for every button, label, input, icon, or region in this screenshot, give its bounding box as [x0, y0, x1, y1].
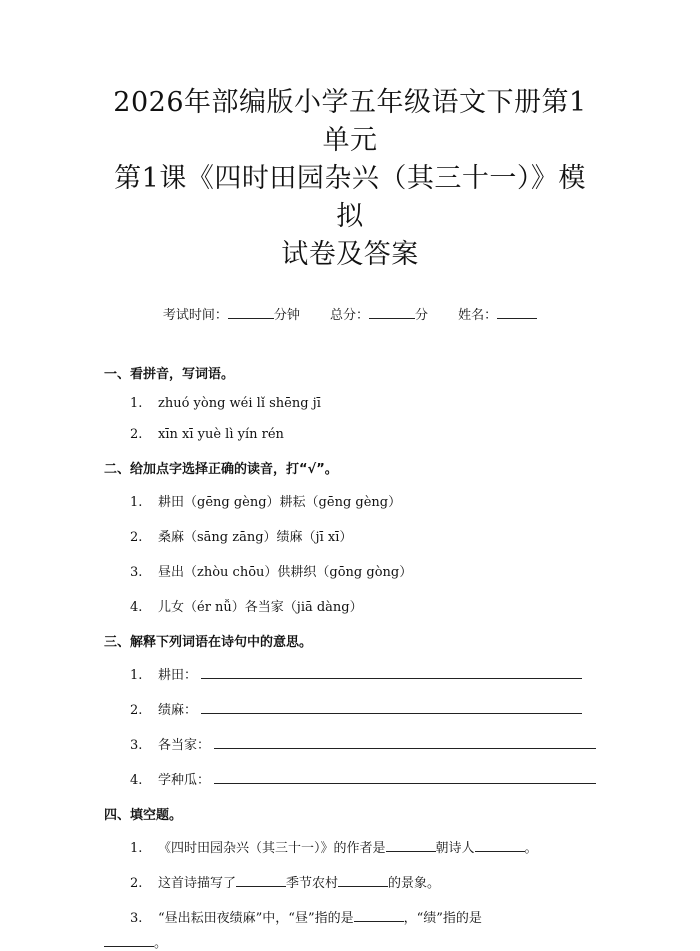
question-continuation: [104, 932, 596, 951]
question-number: 1.: [130, 841, 143, 856]
question-text: 。: [524, 841, 538, 856]
name-label: 姓名：: [458, 308, 498, 323]
question-text: 耕田：: [158, 668, 198, 683]
section-title: 三、解释下列词语在诗句中的意思。: [104, 635, 313, 650]
question-text: 这首诗描写了: [158, 876, 237, 891]
question-text: 《四时田园杂兴（其三十一）》的作者是: [158, 841, 386, 856]
question-item: [130, 596, 596, 615]
title-line-1: 2026年部编版小学五年级语文下册第1单元: [113, 87, 587, 156]
score-blank[interactable]: [369, 306, 415, 319]
question-item: [130, 769, 596, 788]
question-text: 绩麻：: [158, 703, 198, 718]
section-title: 一、看拼音，写词语。: [104, 367, 235, 382]
section-explain: [104, 631, 596, 788]
question-item: [130, 427, 596, 442]
exam-score: [330, 308, 428, 323]
question-text: ，“绩”指的是: [403, 911, 482, 926]
exam-name: [458, 308, 537, 323]
question-text: “昼出耘田夜绩麻”中，“昼”指的是: [158, 911, 354, 926]
question-number: 2.: [130, 876, 143, 891]
time-label: 考试时间：: [162, 308, 228, 323]
question-item: [130, 664, 582, 683]
question-number: 1.: [130, 668, 143, 683]
question-number: 3.: [130, 911, 143, 926]
question-number: 3.: [130, 738, 143, 753]
question-text: 季节农村: [286, 876, 339, 891]
exam-info: [104, 304, 596, 323]
question-item: [130, 491, 596, 510]
question-text: 耕田（gēng gèng）耕耘（gēng gèng）: [158, 495, 402, 510]
fill-blank[interactable]: [354, 909, 404, 922]
question-number: 2.: [130, 530, 143, 545]
fill-blank[interactable]: [236, 874, 286, 887]
question-item: [130, 396, 596, 411]
question-text: zhuó yòng wéi lǐ shēng jī: [158, 396, 321, 411]
answer-line[interactable]: [214, 736, 596, 749]
name-blank[interactable]: [497, 306, 537, 319]
fill-blank[interactable]: [338, 874, 388, 887]
section-pronunciation: [104, 458, 596, 615]
section-title: 四、填空题。: [104, 808, 183, 823]
question-text: 各当家：: [158, 738, 211, 753]
question-number: 1.: [130, 495, 143, 510]
document-title: [104, 84, 596, 274]
question-number: 2.: [130, 427, 143, 442]
fill-blank[interactable]: [475, 839, 525, 852]
question-item: [130, 561, 596, 580]
time-unit: 分钟: [273, 308, 300, 323]
title-line-2: 第1课《四时田园杂兴（其三十一）》模拟: [114, 163, 586, 232]
fill-blank[interactable]: [386, 839, 436, 852]
answer-line[interactable]: [201, 701, 582, 714]
question-text: 学种瓜：: [158, 773, 211, 788]
question-number: 4.: [130, 600, 143, 615]
question-text: 桑麻（sāng zāng）绩麻（jī xī）: [158, 530, 353, 545]
question-item: [130, 907, 596, 926]
question-number: 4.: [130, 773, 143, 788]
question-item: [130, 872, 596, 891]
question-text: 。: [154, 936, 168, 951]
question-item: [130, 734, 596, 753]
question-text: 的景象。: [388, 876, 441, 891]
question-text: 昼出（zhòu chōu）供耕织（gōng gòng）: [158, 565, 413, 580]
question-number: 3.: [130, 565, 143, 580]
score-unit: 分: [415, 308, 429, 323]
question-number: 1.: [130, 396, 143, 411]
question-item: [130, 837, 596, 856]
fill-blank[interactable]: [104, 934, 154, 947]
score-label: 总分：: [329, 308, 369, 323]
question-item: [130, 699, 582, 718]
section-pinyin: [104, 363, 596, 442]
exam-time: [163, 308, 300, 323]
question-number: 2.: [130, 703, 143, 718]
section-fill-blank: [104, 804, 596, 951]
question-text: xīn xī yuè lì yín rén: [158, 427, 284, 442]
time-blank[interactable]: [228, 306, 274, 319]
title-line-3: 试卷及答案: [281, 239, 419, 270]
question-item: [130, 526, 596, 545]
section-title: 二、给加点字选择正确的读音，打“√”。: [104, 462, 338, 477]
answer-line[interactable]: [214, 771, 596, 784]
answer-line[interactable]: [201, 666, 582, 679]
question-text: 儿女（ér nǚ）各当家（jiā dàng）: [158, 600, 363, 615]
question-text: 朝诗人: [435, 841, 475, 856]
